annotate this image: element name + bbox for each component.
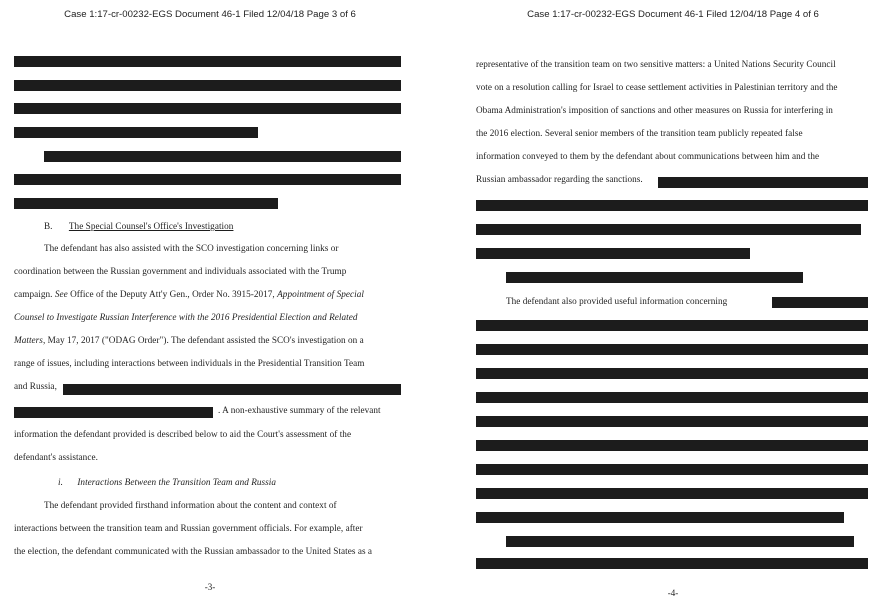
body-line: The defendant also provided useful information concerning	[506, 296, 728, 306]
body-line: interactions between the transition team and Russian government officials. For example, after	[14, 523, 363, 533]
section-heading	[44, 221, 233, 231]
body-line: Counsel to Investigate Russian Interference with the 2016 Presidential Election and Related	[14, 312, 358, 322]
body-line: The defendant has also assisted with the SCO investigation concerning links or	[44, 243, 339, 253]
body-line: information conveyed to them by the defendant about communications between him and the	[476, 151, 820, 161]
body-line: coordination between the Russian government and individuals associated with the Trump	[14, 266, 347, 276]
body-line	[14, 289, 364, 299]
body-line: information the defendant provided is described below to aid the Court's assessment of the	[14, 429, 352, 439]
redaction-bar	[14, 127, 258, 138]
subsection-letter: i.	[58, 477, 63, 487]
page-number: -4-	[667, 588, 679, 598]
page-number: -3-	[204, 582, 216, 592]
body-line: The defendant provided firsthand information about the content and context of	[44, 500, 337, 510]
redaction-bar	[476, 440, 868, 451]
body-line: range of issues, including interactions between individuals in the Presidential Transition Team	[14, 358, 365, 368]
text-span: Appointment of Special	[277, 289, 364, 299]
body-line: representative of the transition team on two sensitive matters: a United Nations Security Council	[476, 59, 836, 69]
body-line: Obama Administration's imposition of sanctions and other measures on Russia for interfering in	[476, 105, 833, 115]
redaction-bar	[44, 151, 401, 162]
section-title: The Special Counsel's Office's Investigation	[68, 221, 234, 231]
body-line	[14, 335, 364, 345]
body-line: . A non-exhaustive summary of the relevant	[218, 405, 381, 415]
body-line: Russian ambassador regarding the sanctions.	[476, 174, 643, 184]
body-line: vote on a resolution calling for Israel to cease settlement activities in Palestinian territory and the	[476, 82, 838, 92]
redaction-bar	[476, 464, 868, 475]
subsection-heading	[58, 477, 276, 487]
redaction-bar	[14, 407, 213, 418]
redaction-bar	[63, 384, 401, 395]
text-span: campaign.	[14, 289, 53, 299]
section-letter: B.	[44, 221, 53, 231]
redaction-bar	[14, 56, 401, 67]
text-span: , May 17, 2017 ("ODAG Order"). The defendant assisted the SCO's investigation on a	[42, 335, 364, 345]
redaction-bar	[506, 536, 854, 547]
redaction-bar	[476, 416, 868, 427]
redaction-bar	[476, 200, 868, 211]
subsection-title: Interactions Between the Transition Team and Russia	[77, 477, 277, 487]
redaction-bar	[476, 344, 868, 355]
redaction-bar	[476, 392, 868, 403]
redaction-bar	[14, 103, 401, 114]
document-page-4	[463, 0, 883, 608]
redaction-bar	[658, 177, 868, 188]
redaction-bar	[14, 80, 401, 91]
redaction-bar	[476, 558, 868, 569]
body-line: defendant's assistance.	[14, 452, 98, 462]
redaction-bar	[476, 512, 844, 523]
redaction-bar	[476, 488, 868, 499]
redaction-bar	[506, 272, 803, 283]
text-span: Office of the Deputy Att'y Gen., Order No. 3915-2017,	[70, 289, 275, 299]
body-line: and Russia,	[14, 381, 57, 391]
redaction-bar	[14, 198, 278, 209]
redaction-bar	[476, 224, 861, 235]
text-span: Matters	[14, 335, 43, 345]
page-header: Case 1:17-cr-00232-EGS Document 46-1 Filed 12/04/18 Page 4 of 6	[527, 9, 819, 20]
body-line: the 2016 election. Several senior members of the transition team publicly repeated false	[476, 128, 803, 138]
redaction-bar	[14, 174, 401, 185]
redaction-bar	[772, 297, 868, 308]
redaction-bar	[476, 368, 868, 379]
text-span: See	[54, 289, 68, 299]
document-page-3	[0, 0, 420, 608]
page-header: Case 1:17-cr-00232-EGS Document 46-1 Filed 12/04/18 Page 3 of 6	[64, 9, 356, 20]
redaction-bar	[476, 320, 868, 331]
body-line: the election, the defendant communicated with the Russian ambassador to the United States as a	[14, 546, 373, 556]
redaction-bar	[476, 248, 750, 259]
